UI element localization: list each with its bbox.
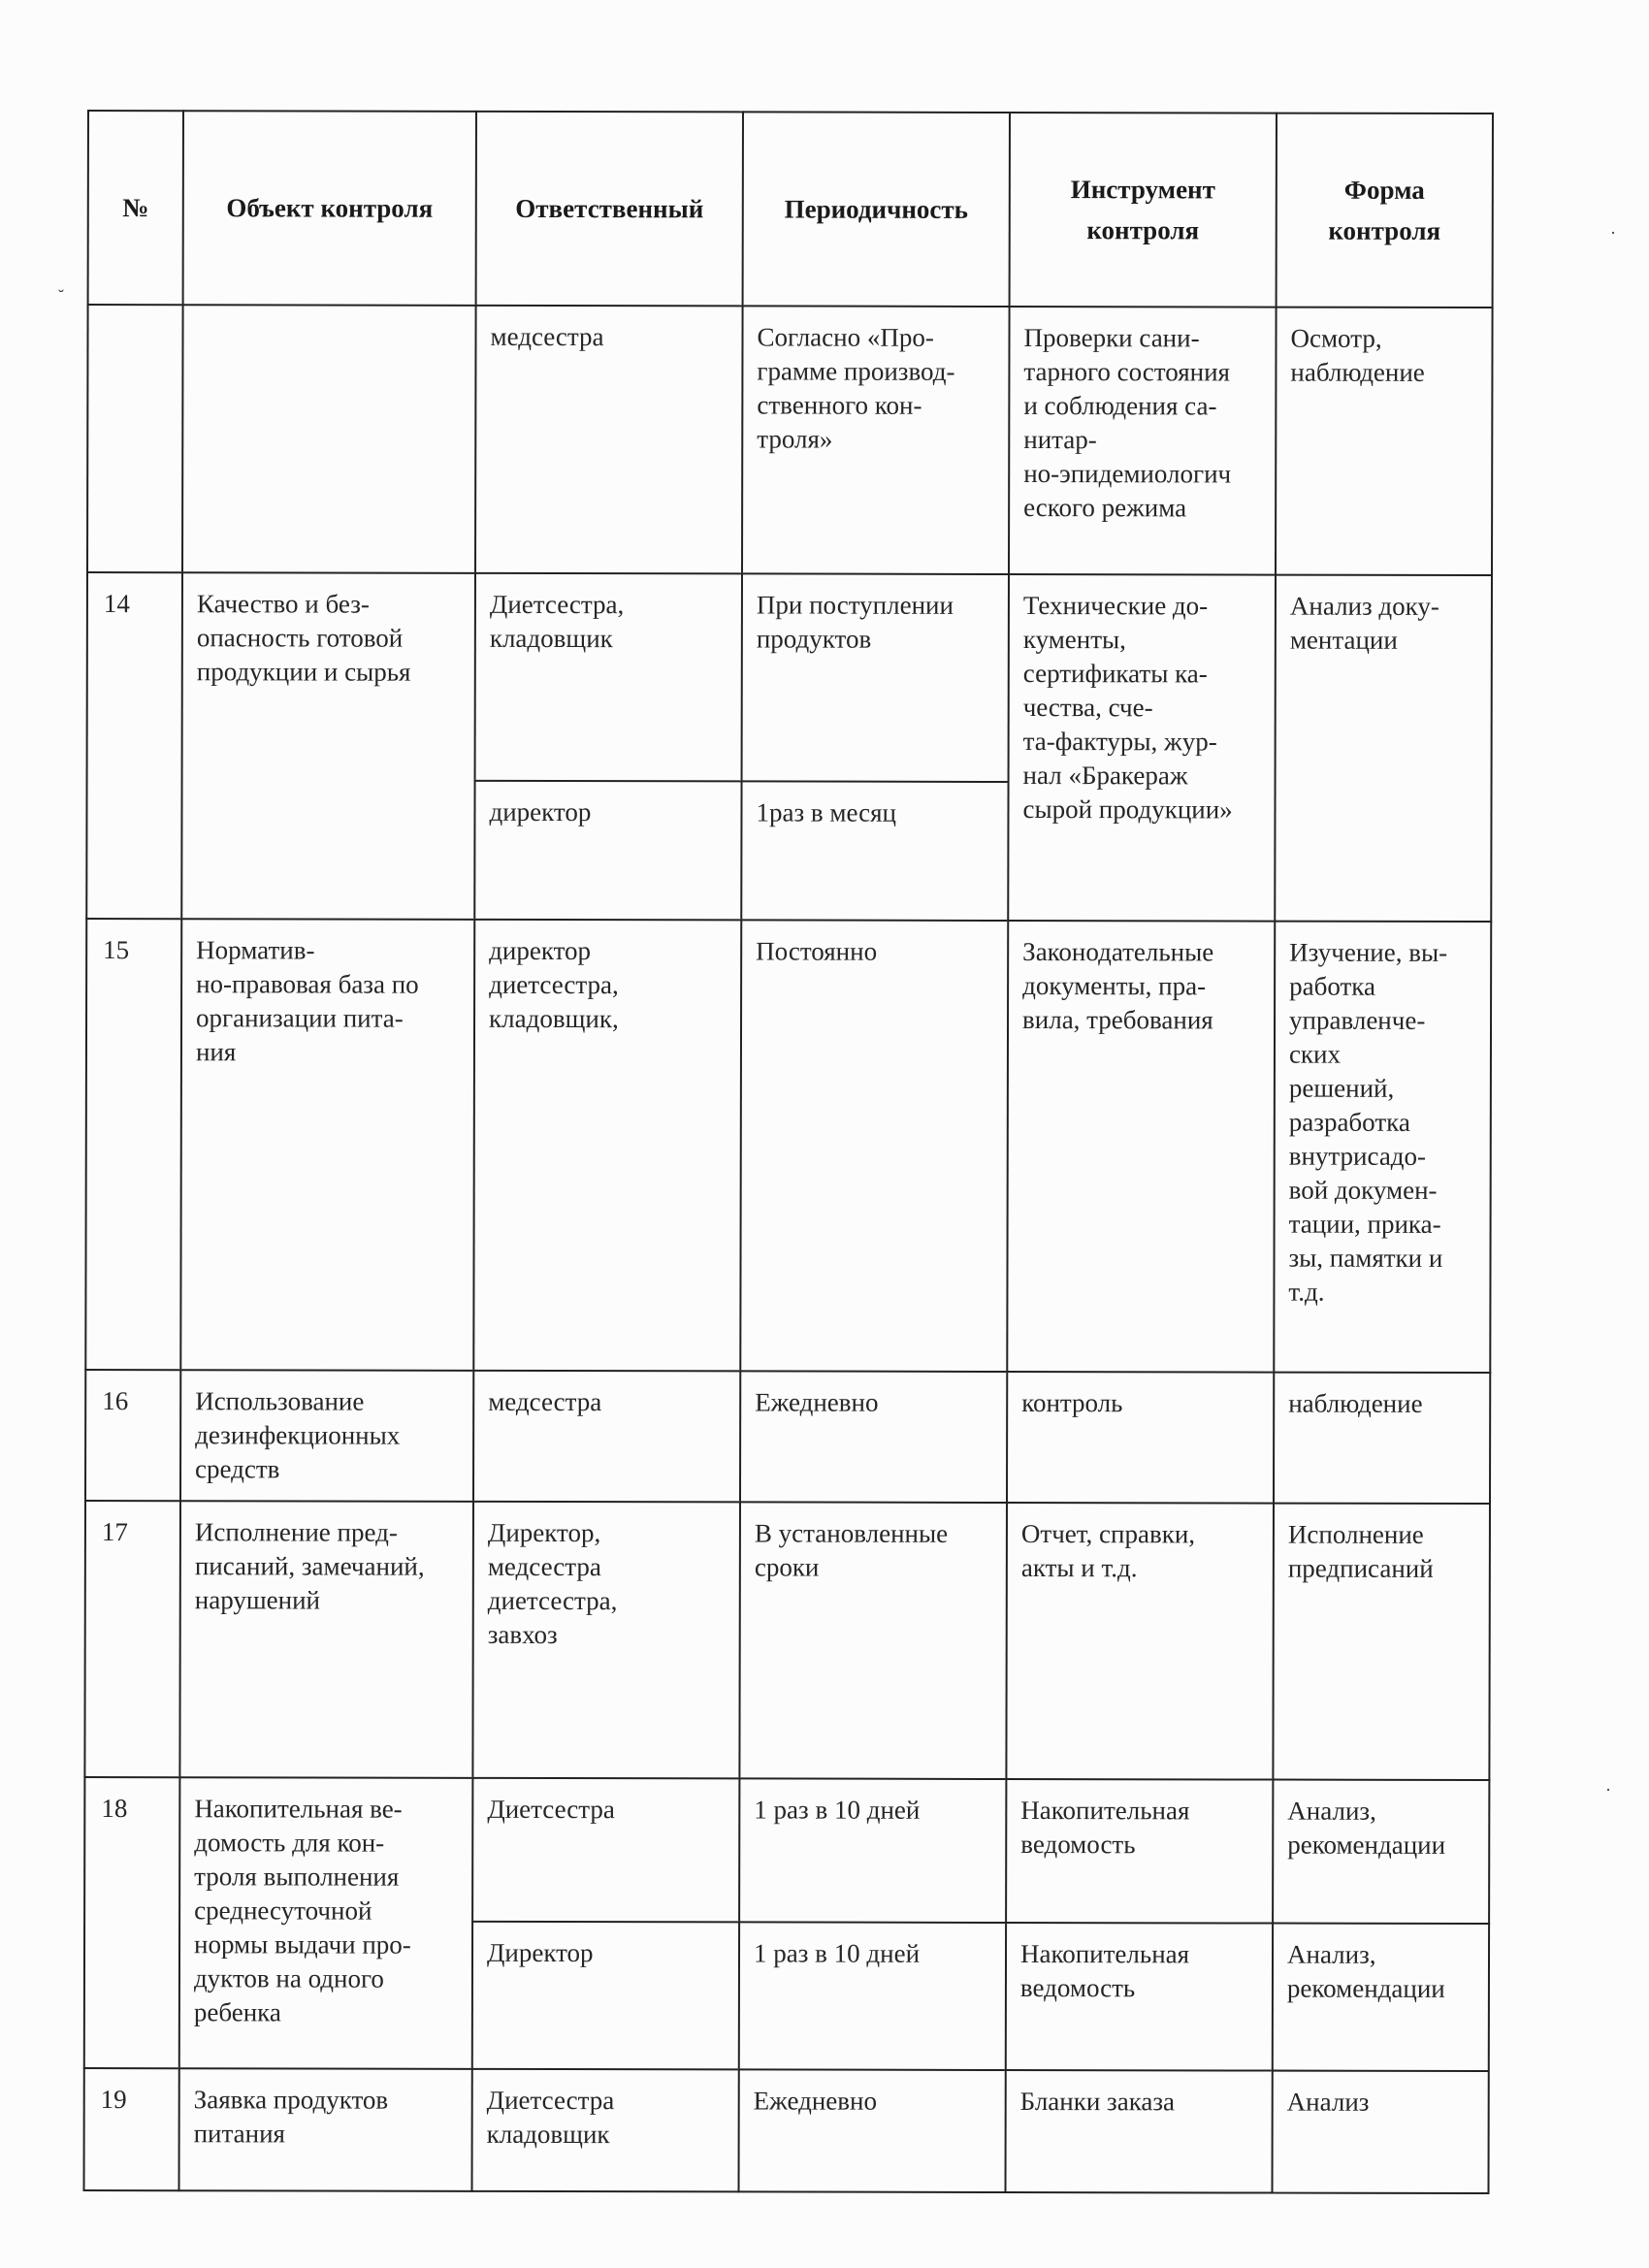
row-responsible: Диетсестра кладовщик <box>471 2068 738 2193</box>
scan-speck: ˘ <box>58 286 64 306</box>
row-num: 16 <box>84 1369 179 1500</box>
row-periodicity: Ежедневно <box>739 1370 1006 1502</box>
scan-speck: · <box>1605 1780 1611 1799</box>
row-form: Анализ <box>1272 2070 1490 2194</box>
row-form: Анализ, рекомендации <box>1272 1923 1490 2070</box>
row-periodicity: В установленные сроки <box>738 1501 1006 1778</box>
row-responsible: Диетсестра <box>471 1777 738 1922</box>
row-num: 17 <box>83 1500 179 1776</box>
header-num: № <box>87 110 182 304</box>
row-form: Анализ доку- ментации <box>1274 574 1493 921</box>
row-periodicity: 1 раз в 10 дней <box>738 1777 1005 1922</box>
row-form: Исполнение предписаний <box>1272 1503 1491 1779</box>
row-num: 15 <box>84 918 180 1369</box>
row-num <box>86 304 182 571</box>
row-instrument: Законодательные документы, пра- вила, требования <box>1006 920 1274 1372</box>
row-responsible: Директор, медсестра диетсестра, завхоз <box>471 1501 739 1778</box>
row-object: Исполнение пред- писаний, замечаний, нарушений <box>178 1500 472 1777</box>
header-responsible: Ответственный <box>475 111 742 306</box>
header-instrument: Инструмент контроля <box>1009 112 1276 307</box>
header-form: Форма контроля <box>1276 113 1494 307</box>
row-form: Осмотр, наблюдение <box>1275 307 1494 574</box>
row-object <box>181 304 475 572</box>
row-num: 18 <box>83 1776 179 2067</box>
row-periodicity: Постоянно <box>739 919 1007 1371</box>
row-instrument: Накопительная ведомость <box>1005 1922 1272 2070</box>
row-periodicity: 1раз в месяц <box>740 780 1007 920</box>
row-num: 14 <box>85 571 181 918</box>
row-instrument: Накопительная ведомость <box>1005 1778 1272 1923</box>
row-form: Анализ, рекомендации <box>1272 1779 1490 1923</box>
row-periodicity: Ежедневно <box>738 2068 1005 2193</box>
row-responsible: директор диетсестра, кладовщик, <box>472 919 740 1371</box>
row-responsible: Директор <box>471 1921 738 2069</box>
row-periodicity: Согласно «Про- грамме производ- ственного кон- троля» <box>741 305 1009 573</box>
row-responsible: директор <box>473 780 740 920</box>
row-instrument: Отчет, справки, акты и т.д. <box>1005 1502 1273 1779</box>
row-num: 19 <box>83 2067 178 2191</box>
row-periodicity: 1 раз в 10 дней <box>738 1921 1005 2069</box>
row-instrument: контроль <box>1006 1371 1273 1503</box>
header-periodicity: Периодичность <box>742 111 1009 306</box>
row-instrument: Проверки сани- тарного состояния и соблюдения са- нитар- но-эпидемиологич еского режима <box>1008 306 1276 574</box>
row-object: Заявка продуктов питания <box>178 2067 471 2192</box>
row-responsible: медсестра <box>474 305 742 573</box>
row-object: Использование дезинфекционных средств <box>179 1369 472 1501</box>
scan-speck: · <box>1610 223 1616 243</box>
row-form: Изучение, вы- работка управленче- ских решений, разработка внутрисадо- вой докумен- тации, прика- зы, памятки и т.д. <box>1273 921 1492 1372</box>
row-object: Норматив- но-правовая база по организации пита- ния <box>179 918 473 1370</box>
row-instrument: Технические до- кументы, сертификаты ка- чества, сче- та-фактуры, жур- нал «Бракераж сырой продукции» <box>1007 573 1275 921</box>
row-instrument: Бланки заказа <box>1005 2069 1272 2194</box>
header-object: Объект контроля <box>182 110 475 305</box>
row-responsible: Диетсестра, кладовщик <box>474 572 741 781</box>
row-object: Накопительная ве- домость для кон- троля выполнения среднесуточной нормы выдачи про- дуктов на одного ребенка <box>178 1776 472 2068</box>
row-periodicity: При поступлении продуктов <box>741 572 1008 781</box>
control-table <box>83 110 1494 2193</box>
row-form: наблюдение <box>1273 1372 1491 1503</box>
row-responsible: медсестра <box>472 1370 739 1502</box>
row-object: Качество и без- опасность готовой продукции и сырья <box>180 571 474 919</box>
